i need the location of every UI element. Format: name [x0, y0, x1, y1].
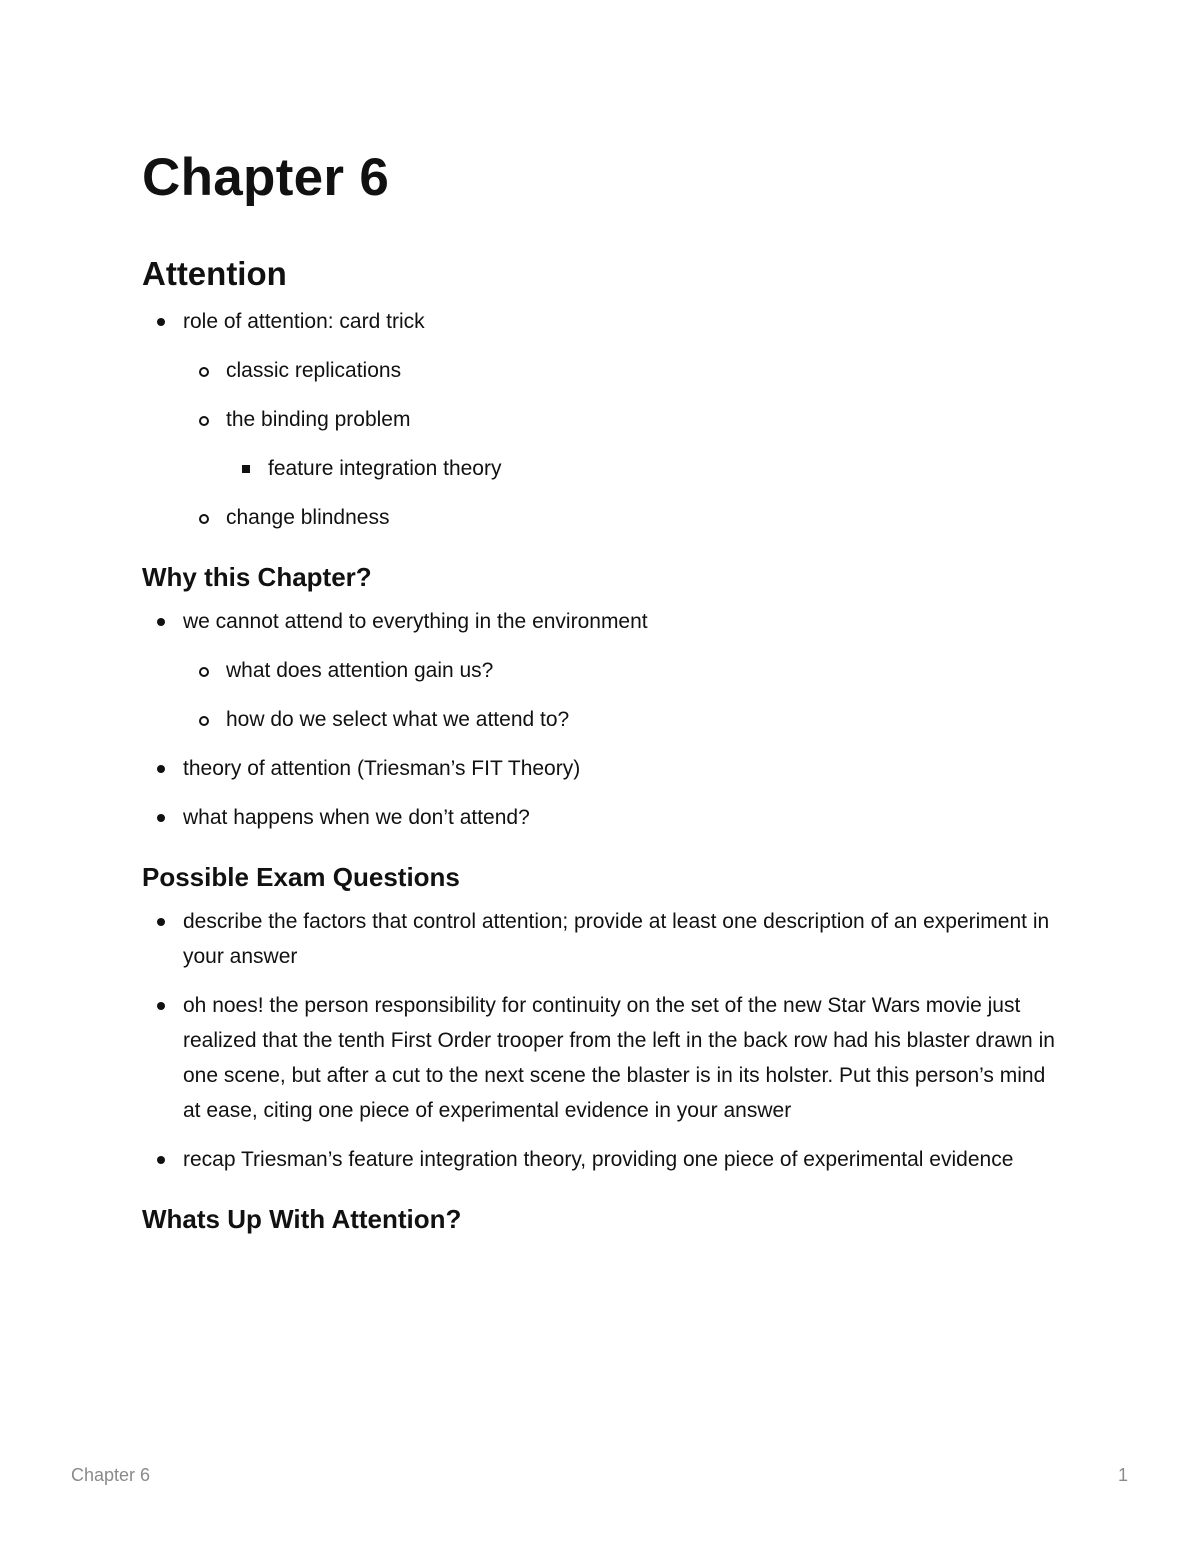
bullet-disc-icon: [157, 1002, 165, 1010]
bullet-disc-icon: [157, 918, 165, 926]
list-item-text: we cannot attend to everything in the environment: [183, 610, 648, 633]
list-item-text: oh noes! the person responsibility for continuity on the set of the new Star Wars movie just realized that the tenth First Order trooper from the left in the back row had his blaster drawn in one scene, but after a cut to the next scene the blaster is in its holster. Put this person’s mind at ease, citing one piece of experimental evidence in your answer: [183, 994, 1055, 1122]
list-item-text: the binding problem: [226, 408, 411, 431]
list-item: [142, 751, 1062, 786]
attention-list: [142, 304, 1062, 535]
list-item-text: feature integration theory: [268, 457, 502, 480]
list-item: [142, 1142, 1062, 1177]
footer-chapter-label: Chapter 6: [71, 1465, 151, 1485]
why-list: [142, 604, 1062, 835]
list-item: [142, 604, 1062, 639]
bullet-circle-icon: [199, 416, 209, 426]
list-item-text: role of attention: card trick: [183, 310, 425, 333]
list-item-text: describe the factors that control attention; provide at least one description of an experiment in your answer: [183, 910, 1050, 968]
bullet-disc-icon: [157, 814, 165, 822]
list-item: [142, 304, 1062, 339]
bullet-circle-icon: [199, 716, 209, 726]
list-item: [142, 500, 1062, 535]
list-item: [142, 402, 1062, 437]
section-heading-attention: Attention: [142, 255, 287, 292]
footer-page-number: 1: [1117, 1465, 1128, 1485]
bullet-circle-icon: [199, 367, 209, 377]
list-item: [142, 702, 1062, 737]
bullet-square-icon: [242, 465, 250, 473]
list-item-text: how do we select what we attend to?: [226, 708, 570, 731]
list-item: [142, 800, 1062, 835]
list-item: [142, 988, 1062, 1128]
list-item-text: change blindness: [226, 506, 390, 529]
bullet-circle-icon: [199, 514, 209, 524]
page-body: [142, 148, 1062, 1246]
bullet-disc-icon: [157, 318, 165, 326]
bullet-disc-icon: [157, 618, 165, 626]
list-item: [142, 904, 1062, 974]
list-item: [142, 653, 1062, 688]
list-item: [142, 353, 1062, 388]
list-item-text: what does attention gain us?: [226, 659, 494, 682]
bullet-disc-icon: [157, 1156, 165, 1164]
bullet-circle-icon: [199, 667, 209, 677]
list-item-text: what happens when we don’t attend?: [183, 806, 530, 829]
exam-list: [142, 904, 1062, 1177]
list-item-text: theory of attention (Triesman’s FIT Theory): [183, 757, 581, 780]
section-heading-exam: Possible Exam Questions: [142, 862, 460, 892]
page-title: Chapter 6: [142, 148, 390, 207]
list-item-text: recap Triesman’s feature integration theory, providing one piece of experimental evidence: [183, 1148, 1014, 1171]
section-heading-why: Why this Chapter?: [142, 562, 372, 592]
list-item: [142, 451, 1062, 486]
section-heading-whats-up: Whats Up With Attention?: [142, 1204, 462, 1234]
list-item-text: classic replications: [226, 359, 402, 382]
bullet-disc-icon: [157, 765, 165, 773]
